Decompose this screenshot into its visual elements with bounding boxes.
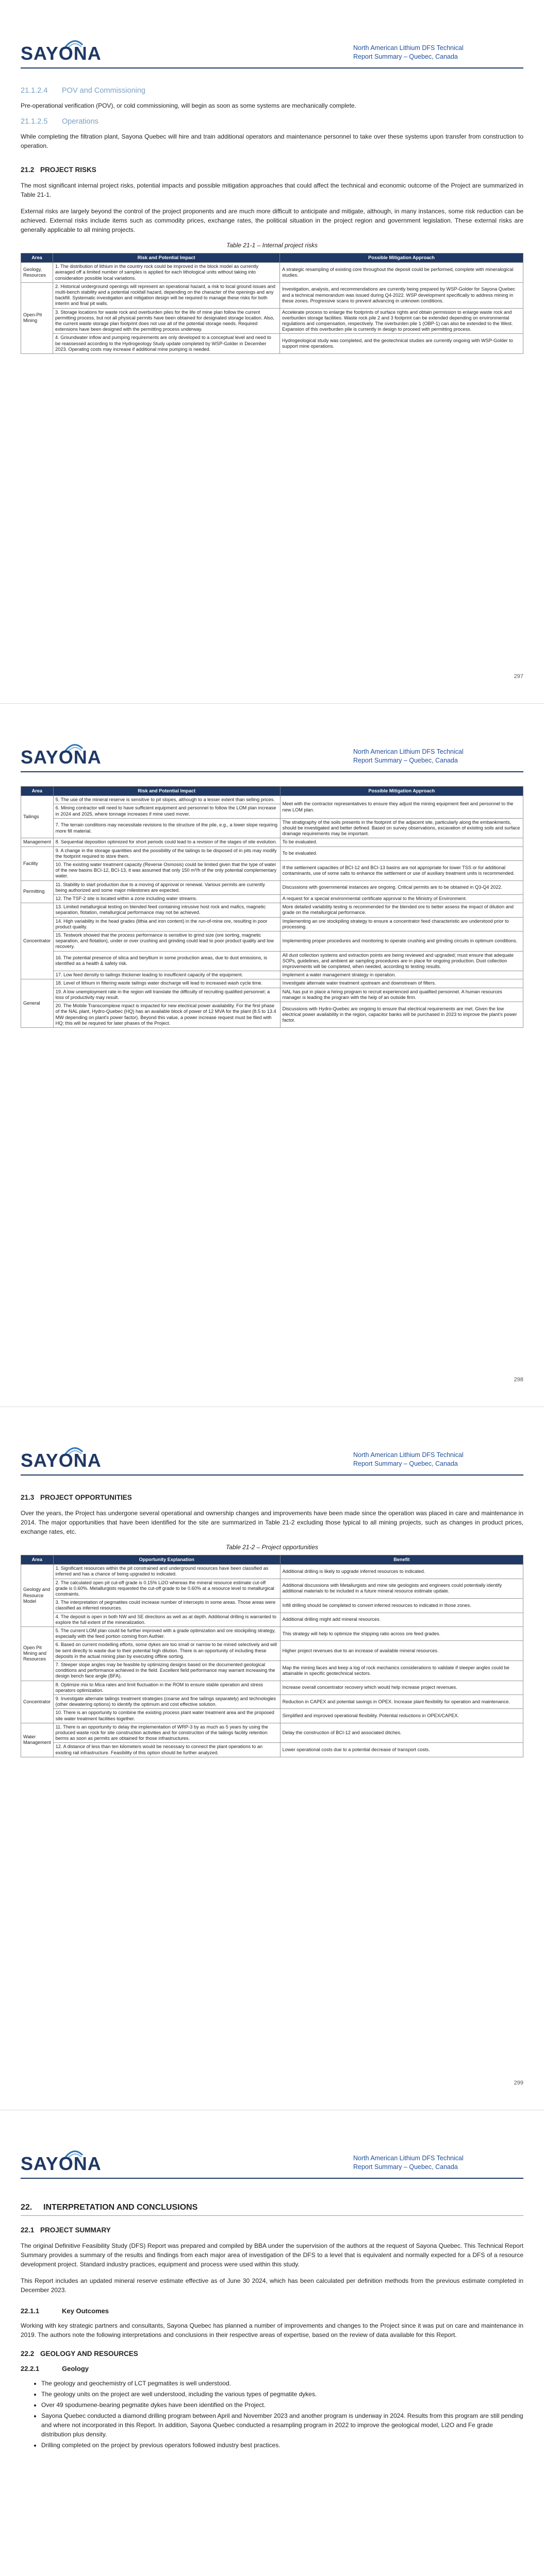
- table-row: [21, 1565, 523, 1579]
- table-row: [21, 1002, 523, 1028]
- opportunity-cell: 4. The deposit is open in both NW and SE directions as well as at depth. Additional drilling is warranted to explore the full extent of the mineralization.: [53, 1613, 280, 1626]
- area-cell: Facility: [21, 846, 54, 880]
- opportunity-cell: 5. The current LOM plan could be further improved with a grade optimization and ore stockpiling strategy, especially with the feed portion coming from Authier.: [53, 1627, 280, 1641]
- table-row: [21, 1599, 523, 1613]
- list-item: • The geology units on the project are well understood, including the various types of pegmatite dykes.: [41, 2389, 523, 2399]
- col-header: Risk and Potential Impact: [53, 787, 280, 796]
- area-cell: Concentrator: [21, 1681, 54, 1723]
- benefit-cell: This strategy will help to optimize the shipping ratio across ore feed grades.: [280, 1627, 523, 1641]
- page-content: [21, 1489, 523, 1757]
- benefit-cell: Lower operational costs due to a potential decrease of transport costs.: [280, 1743, 523, 1757]
- area-cell: General: [21, 979, 54, 1027]
- risk-cell: 19. A low unemployment rate in the region will translate the difficulty of recruiting qualified personnel; a loss of productivity may result.: [53, 988, 280, 1002]
- page-header: [21, 1435, 523, 1479]
- col-header: Area: [21, 787, 54, 796]
- page-header: [21, 2139, 523, 2182]
- table-row: [21, 1681, 523, 1694]
- report-title-line1: North American Lithium DFS Technical: [353, 2155, 464, 2162]
- table-row: [21, 796, 523, 804]
- report-page-300: [0, 2110, 544, 2576]
- risk-cell: 15. Testwork showed that the process performance is sensitive to grind size (ore sorting, magnetic separation, and flotation), under or over crushing and grinding could lead to poor product quality and low recovery.: [53, 931, 280, 952]
- risk-cell: 5. The use of the mineral reserve is sensitive to pit slopes, although to a lesser extent than selling prices.: [53, 796, 280, 804]
- benefit-cell: Increase overall concentrator recovery which would help increase project revenues.: [280, 1681, 523, 1694]
- risk-cell: 14. High variability in the head grades (lithia and iron content) in the run-of-mine ore, resulting in poor product quality.: [53, 917, 280, 931]
- area-cell: Management: [21, 838, 54, 846]
- risk-table-part2: [21, 786, 523, 1028]
- opportunity-cell: 6. Based on current modelling efforts, some dykes are too small or narrow to be mined selectively and will be sent directly to waste due to their potential high dilution. There is an opportunity of including these deposits in the actual mining plan by executing offline sorting.: [53, 1641, 280, 1661]
- mitigation-cell: If the settlement capacities of BCI-12 and BCI-13 basins are not appropriate for lower TSS or for additional contaminants, use of some salts to enhance the settlement or use of auxiliary treatment units is recommended.: [280, 861, 523, 881]
- list-item: • The geology and geochemistry of LCT pegmatites is well understood.: [41, 2379, 523, 2388]
- report-title-line1: North American Lithium DFS Technical: [353, 44, 464, 52]
- page-header: [21, 28, 523, 72]
- report-title-line1: North American Lithium DFS Technical: [353, 1451, 464, 1459]
- benefit-cell: Infill drilling should be completed to convert inferred resources to indicated in those zones.: [280, 1599, 523, 1613]
- section-heading-project-opportunities: 21.3 PROJECT OPPORTUNITIES: [21, 1494, 132, 1501]
- risk-cell: 10. The existing water treatment capacity (Reverse Osmosis) could be limited given that the type of water of the new basins BCI-12, BCI-13, it was assumed that only 150 m³/h of the only potential complementary water.: [53, 861, 280, 881]
- mitigation-cell: All dust collection systems and extraction points are being reviewed and upgraded; must ensure that adequate SOPs, guidelines, and ambient air sampling procedures are in place for ongoing production. Dust collection improvements will be completed, when needed, according to testing results.: [280, 951, 523, 971]
- risk-cell: 3. Storage locations for waste rock and overburden piles for the life of mine plan follow the current permitting process, but not all physical permits have been obtained for designated storage location. Also, the current waste storage plan footprint does not use all of the potential storage needs. Required extensions have been designed with the permitting process underway.: [53, 308, 280, 334]
- table-row: [21, 1723, 523, 1743]
- benefit-cell: Additional drilling might add mineral resources.: [280, 1613, 523, 1626]
- risk-cell: 2. Historical underground openings will represent an operational hazard, a risk to local ground issues and multi-bench stability and a potential rockfall hazard, depending on the character of the openings and any backfill. Systematic investigation and mitigation design will be required to manage these risks for both interim and final pit walls.: [53, 282, 280, 308]
- section-heading-geology-resources: 22.2 GEOLOGY AND RESOURCES: [21, 2350, 138, 2358]
- risk-cell: 12. The TSF-2 site is located within a zone including water streams.: [53, 895, 280, 903]
- table-caption: Table 21-1 – Internal project risks: [226, 242, 318, 249]
- benefit-cell: Reduction in CAPEX and potential savings in OPEX. Increase plant flexibility for operation and maintenance.: [280, 1695, 523, 1709]
- area-cell: Water Management: [21, 1723, 54, 1757]
- table-row: [21, 838, 523, 846]
- page-header: [21, 732, 523, 775]
- pov-paragraph: Pre-operational verification (POV), or cold commissioning, will begin as soon as some systems are mechanically complete.: [21, 102, 356, 109]
- risk-cell: 16. The potential presence of silica and beryllium in some production areas, due to dust emissions, is identified as a health & safety risk.: [53, 951, 280, 971]
- section-heading-operations: 21.1.2.5 Operations: [21, 117, 98, 126]
- benefit-cell: Delay the construction of BCI-12 and associated ditches.: [280, 1723, 523, 1743]
- mitigation-cell: Hydrogeological study was completed, and the geotechnical studies are currently ongoing with WSP-Golder to support mine operations.: [280, 334, 523, 354]
- mitigation-cell: Discussions with Hydro-Quebec are ongoing to ensure that electrical requirements are met. Given the low electrical power availability in the region, capacitor banks will be purchased in 2023 to improve the plant's power factor.: [280, 1002, 523, 1028]
- mitigation-cell: Investigation, analysis, and recommendations are currently being prepared by WSP-Golder for Sayona Quebec and a technical memorandum was issued during Q4-2022. WSP development specifically to address mining in these zones. Progressive scans to prevent advancing in unknown conditions.: [280, 282, 523, 308]
- table-row: [21, 1627, 523, 1641]
- report-title-line2: Report Summary – Quebec, Canada: [353, 2163, 458, 2171]
- table-row: [21, 903, 523, 917]
- mitigation-cell: The stratigraphy of the soils presents in the footprint of the adjacent site, particularly along the embankments, should be investigated and better defined. Based on survey observations, excavation of existing soils and surface drainage requirements may be important.: [280, 818, 523, 838]
- table-row: [21, 895, 523, 903]
- area-cell: Open Pit Mining and Resources: [21, 1627, 54, 1681]
- summary-paragraph-1: The original Definitive Feasibility Study (DFS) Report was prepared and compiled by BBA under the supervision of the authors at the request of Sayona Quebec. This Technical Report Summary provides a summary of the results and findings from each major area of investigation of the DFS to a level that is equivalent and normally expected for a DFS of a resource development project. Standard industry practices, equipment and process were used within this study.: [21, 2242, 523, 2268]
- table-row: [21, 282, 523, 308]
- benefit-cell: Additional drilling is likely to upgrade inferred resources to indicated.: [280, 1565, 523, 1579]
- mitigation-cell: Implementing proper procedures and monitoring to operate crushing and grinding circuits in optimum conditions.: [280, 931, 523, 952]
- col-header: Area: [21, 1555, 54, 1565]
- mitigation-cell: Accelerate process to enlarge the footprints of surface rights and obtain permission to enlarge waste rock and overburden storage facilities. Waste rock pile 2 and 3 footprint can be extended depending on environmental regulations and compensation, respectively. The overburden pile 1 (OBP-1) can also be extended to the West. Expansion of this overburden pile is currently in design to proceed with permitting process.: [280, 308, 523, 334]
- list-item: • Over 49 spodumene-bearing pegmatite dykes have been identified on the Project.: [41, 2400, 523, 2410]
- header-rule: [21, 2178, 523, 2179]
- opportunity-cell: 3. The interpretation of pegmatites could increase number of intercepts in some areas. Those areas were classified as inferred resources.: [53, 1599, 280, 1613]
- area-cell: Permitting: [21, 880, 54, 903]
- report-title: [353, 1451, 523, 1468]
- table-row: [21, 1695, 523, 1709]
- report-title: [353, 748, 523, 765]
- col-header: Risk and Potential Impact: [53, 253, 280, 263]
- header-rule: [21, 771, 523, 772]
- section-heading-geology: 22.2.1 Geology: [21, 2365, 89, 2372]
- report-title-line1: North American Lithium DFS Technical: [353, 748, 464, 755]
- mitigation-cell: Meet with the contractor representatives to ensure they adjust the mining equipment fleet and personnel to the new LOM plan.: [280, 796, 523, 819]
- table-row: [21, 979, 523, 988]
- table-row: [21, 1743, 523, 1757]
- report-title-line2: Report Summary – Quebec, Canada: [353, 757, 458, 764]
- sayona-logo: [21, 1445, 102, 1471]
- page-content: [21, 82, 523, 354]
- table-row: [21, 971, 523, 979]
- chapter-heading: 22. INTERPRETATION AND CONCLUSIONS: [21, 2203, 523, 2216]
- benefit-cell: Map the mining faces and keep a log of rock mechanics considerations to validate if steeper angles could be attainable in specific geotechnical sectors.: [280, 1661, 523, 1681]
- mitigation-cell: NAL has put in place a hiring program to recruit experienced and qualified personnel. A human resources manager is leading the program with the help of an outside firm.: [280, 988, 523, 1002]
- risk-table-part1: [21, 253, 523, 354]
- risk-cell: 4. Groundwater inflow and pumping requirements are only developed to a conceptual level and need to be reassessed according to the Hydrogeology Study update completed by WSP-Golder in December 2023. Operating costs may increase if additional mine pumping is needed.: [53, 334, 280, 354]
- risks-paragraph-2: External risks are largely beyond the control of the project proponents and are much more difficult to anticipate and mitigate, although, in many instances, some risk reduction can be achieved. External risks include items such as commodity prices, exchange rates, the political situation in the project region and government legislation. These external risks are generally applicable to all mining projects.: [21, 208, 523, 233]
- risks-paragraph-1: The most significant internal project risks, potential impacts and possible mitigation approaches that could affect the technical and economic outcome of the Project are summarized in Table 21-1.: [21, 182, 523, 198]
- risk-cell: 7. The terrain conditions may necessitate revisions to the structure of the pile, e.g., a lower slope requiring more fill material.: [53, 818, 280, 838]
- risk-cell: 11. Stability to start production due to a moving of approval or renewal. Various permits are currently being authorized and some major milestones are expected.: [53, 880, 280, 894]
- opportunities-table: [21, 1555, 523, 1757]
- section-heading-pov: 21.1.2.4 POV and Commissioning: [21, 87, 145, 95]
- logo-text: SAYONA: [21, 2153, 102, 2174]
- area-cell: Tailings: [21, 796, 54, 838]
- opportunity-cell: 2. The calculated open pit cut-off grade is 0.15% Li2O whereas the mineral resource estimate cut-off grade is 0.60%. Metallurgists requested the cut-off grade to be 0.60% at a resource level to metallurgical constraints.: [53, 1579, 280, 1599]
- sayona-logo: [21, 741, 102, 768]
- report-page-297: [0, 0, 544, 703]
- risk-cell: 8. Sequential deposition optimized for short periods could lead to a revision of the stages of site evolution.: [53, 838, 280, 846]
- logo-text: SAYONA: [21, 747, 102, 768]
- page-number: 297: [514, 673, 523, 680]
- section-heading-project-summary: 22.1 PROJECT SUMMARY: [21, 2226, 111, 2234]
- list-item: • Drilling completed on the project by previous operators followed industry best practices.: [41, 2441, 523, 2450]
- report-title: [353, 2154, 523, 2172]
- benefit-cell: Additional discussions with Metallurgists and mine site geologists and engineers could potentially identify additional materials to be included in a future mineral resource estimate update.: [280, 1579, 523, 1599]
- col-header: Opportunity Explanation: [53, 1555, 280, 1565]
- risk-cell: 13. Limited metallurgical testing on blended feed containing intrusive host rock and mafics, magnetic separation, flotation, metallurgical performance may not be achieved.: [53, 903, 280, 917]
- table-row: [21, 1709, 523, 1723]
- table-row: [21, 988, 523, 1002]
- opportunity-cell: 7. Steeper slope angles may be feasible by optimizing designs based on the documented geological conditions and performance achieved in the field. Excellent field performance may warrant increasing the design bench face angle (BFA).: [53, 1661, 280, 1681]
- table-row: [21, 1613, 523, 1626]
- opportunities-paragraph: Over the years, the Project has undergone several operational and ownership changes and improvements have been made since the operation was placed in care and maintenance in 2014. The major opportunities that have been identified for the site are summarized in Table 21-2 excluding those typical to all mining projects, such as changes in product prices, exchange rates, etc.: [21, 1510, 523, 1535]
- section-heading-key-outcomes: 22.1.1 Key Outcomes: [21, 2307, 109, 2315]
- col-header: Benefit: [280, 1555, 523, 1565]
- col-header: Area: [21, 253, 53, 263]
- list-item: • Sayona Quebec conducted a diamond drilling program between April and November 2023 and another program is underway in 2024. Results from this program are still pending and where not incorporated in this Report. In addition, Sayona Quebec conducted a resampling program in 2022 to improve the geological model, Li2O and Fe grade distribution plus density.: [41, 2411, 523, 2439]
- table-row: [21, 880, 523, 894]
- mitigation-cell: Implement a water management strategy in operation.: [280, 971, 523, 979]
- table-row: [21, 1661, 523, 1681]
- mitigation-cell: Implementing an ore stockpiling strategy to ensure a concentrator feed characteristic are understood prior to processing.: [280, 917, 523, 931]
- opportunity-cell: 10. There is an opportunity to combine the existing process plant water treatment area and the proposed site water treatment facilities together.: [53, 1709, 280, 1723]
- table-row: [21, 1641, 523, 1661]
- risk-cell: 9. A change in the storage quantities and the possibility of the tailings to be disposed of in pits may modify the footprint required to store them.: [53, 846, 280, 860]
- header-rule: [21, 67, 523, 69]
- opportunity-cell: 11. There is an opportunity to delay the implementation of WRP-3 by as much as 5 years by using the produced waste rock for site construction activities and for construction of the tailings facility retention berms as soon as permits are obtained for those infrastructures.: [53, 1723, 280, 1743]
- mitigation-cell: Discussions with governmental instances are ongoing. Critical permits are to be obtained in Q3-Q4 2022.: [280, 880, 523, 894]
- table-row: [21, 1579, 523, 1599]
- sayona-logo: [21, 38, 102, 64]
- mitigation-cell: To be evaluated.: [280, 838, 523, 846]
- risk-cell: 6. Mining contractor will need to have sufficient equipment and personnel to follow the LOM plan increase in 2024 and 2025, where tonnage increases if mine used mover.: [53, 804, 280, 818]
- report-title-line2: Report Summary – Quebec, Canada: [353, 53, 458, 60]
- operations-paragraph: While completing the filtration plant, Sayona Quebec will hire and train additional operators and maintenance personnel to take over these systems upon transfer from construction to operation.: [21, 133, 523, 149]
- report-page-299: [0, 1406, 544, 2110]
- table-row: [21, 263, 523, 283]
- col-header: Possible Mitigation Approach: [280, 253, 523, 263]
- table-row: [21, 951, 523, 971]
- mitigation-cell: Investigate alternate water treatment upstream and downstream of filters.: [280, 979, 523, 988]
- table-row: [21, 917, 523, 931]
- page-content: [21, 786, 523, 1028]
- table-row: [21, 931, 523, 952]
- risk-cell: 18. Level of lithium in filtering waste tailings water discharge will lead to increased wash cycle time.: [53, 979, 280, 988]
- risk-cell: 17. Low feed density to tailings thickener leading to insufficient capacity of the equipment.: [53, 971, 280, 979]
- sayona-logo: [21, 2148, 102, 2175]
- table-row: [21, 308, 523, 334]
- area-cell: Concentrator: [21, 903, 54, 979]
- opportunity-cell: 12. A distance of less than ten kilometers would be necessary to connect the plant operations to an existing rail infrastructure. Feasibility of this option should be further analyzed.: [53, 1743, 280, 1757]
- key-outcomes-paragraph: Working with key strategic partners and consultants, Sayona Quebec has planned a number of improvements and changes to the Project since it was put on care and maintenance in 2019. The authors note the following interpretations and conclusions in their respective areas of expertise, based on the review of data available for this Report.: [21, 2322, 523, 2338]
- report-page-298: [0, 703, 544, 1406]
- col-header: Possible Mitigation Approach: [280, 787, 523, 796]
- logo-text: SAYONA: [21, 43, 102, 64]
- mitigation-cell: A strategic resampling of existing core throughout the deposit could be performed, complete with mineralogical studies.: [280, 263, 523, 283]
- logo-text: SAYONA: [21, 1450, 102, 1471]
- benefit-cell: Simplified and improved operational flexibility. Potential reductions in OPEX/CAPEX.: [280, 1709, 523, 1723]
- table-row: [21, 861, 523, 881]
- report-title-line2: Report Summary – Quebec, Canada: [353, 1460, 458, 1467]
- page-content: [21, 2198, 523, 2451]
- table-row: [21, 334, 523, 354]
- page-number: 298: [514, 1377, 523, 1383]
- opportunity-cell: 9. Investigate alternate tailings treatment strategies (coarse and fine tailings separately) and technologies (other dewatering options) to identify the optimum and cost effective solution.: [53, 1695, 280, 1709]
- mitigation-cell: To be evaluated.: [280, 846, 523, 860]
- table-row: [21, 818, 523, 838]
- table-row: [21, 846, 523, 860]
- mitigation-cell: More detailed variability testing is recommended for the blended ore to better assess the impact of dilution and grade on the metallurgical performance.: [280, 903, 523, 917]
- section-heading-project-risks: 21.2 PROJECT RISKS: [21, 166, 96, 174]
- risk-cell: 1. The distribution of lithium in the country rock could be improved in the block model as currently averaged off a limited number of samples is applied for each lithological units without taking into consideration possible local variations.: [53, 263, 280, 283]
- page-number: 299: [514, 2080, 523, 2086]
- opportunity-cell: 8. Optimize mix to Mica rates and limit fluctuation in the ROM to ensure stable operation and stress operators optimization.: [53, 1681, 280, 1694]
- benefit-cell: Higher project revenues due to an increase of available mineral resources.: [280, 1641, 523, 1661]
- risk-cell: 20. The Mobile Transcomplexe mpact is impacted for new electrical power availability. For the first phase of the NAL plant, Hydro-Quebec (HQ) has an available block of power of 12 MVA for the plant (8.5 to 13.4 MW depending on plant's power factor). Beyond this value, a power increase request must be filed with HQ; this will be required for later phases of the Project.: [53, 1002, 280, 1028]
- area-cell: Geology and Resource Model: [21, 1565, 54, 1627]
- area-cell: Geology, Resources: [21, 263, 53, 283]
- mitigation-cell: A request for a special environmental certificate approval to the Ministry of Environment.: [280, 895, 523, 903]
- area-cell: Open-Pit Mining: [21, 282, 53, 353]
- table-caption: Table 21-2 – Project opportunities: [225, 1544, 318, 1551]
- geology-bullet-list: [41, 2379, 523, 2450]
- opportunity-cell: 1. Significant resources within the pit constrained and underground resources have been classified as inferred and has a chance of being upgraded to indicated.: [53, 1565, 280, 1579]
- header-rule: [21, 1475, 523, 1476]
- summary-paragraph-2: This Report includes an updated mineral reserve estimate effective as of June 30 2024, which has been calculated per definition methods from the previous estimate completed in December 2023.: [21, 2277, 523, 2294]
- report-title: [353, 44, 523, 61]
